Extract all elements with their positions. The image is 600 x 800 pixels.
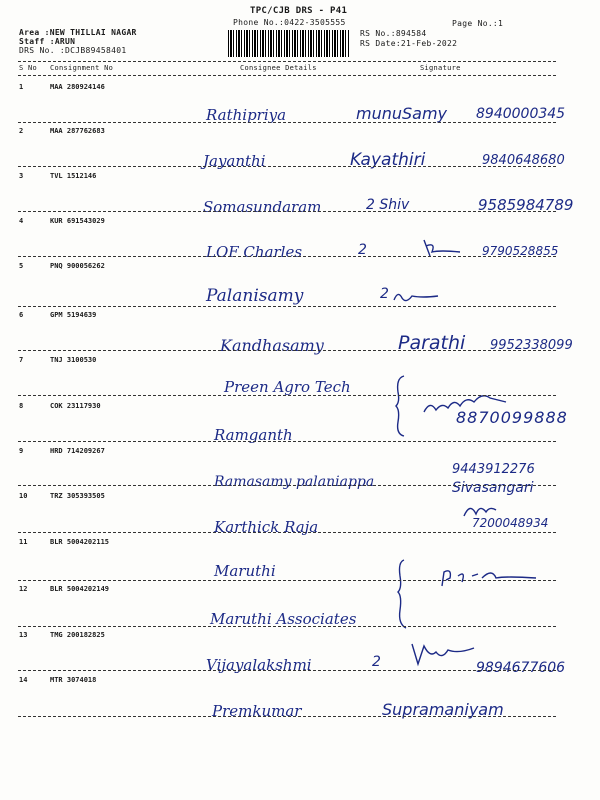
signature: 2 <box>372 654 381 670</box>
phone-number: Phone No.:0422-3505555 <box>233 18 346 27</box>
signature: 2 Shiv <box>366 197 410 213</box>
signature-scribble <box>392 286 442 306</box>
row-sno: 2 <box>19 127 24 135</box>
consignee-name: Rathipriya <box>206 106 287 124</box>
row-consignment: PNQ 900056262 <box>50 262 105 270</box>
staff-label: Staff :ARUN <box>19 37 76 46</box>
col-consignment: Consignment No <box>50 64 114 72</box>
row-divider <box>18 626 556 627</box>
row-consignment: KUR 691543029 <box>50 217 105 225</box>
consignee-name: Somasundaram <box>203 198 322 216</box>
row-consignment: TRZ 305393505 <box>50 492 105 500</box>
row-divider <box>18 532 556 533</box>
header-divider-top <box>18 61 556 62</box>
consignee-name: Premkumar <box>212 702 302 720</box>
consignee-name: Kandhasamy <box>220 336 324 355</box>
page-number: Page No.:1 <box>452 19 504 28</box>
row-divider <box>18 395 556 396</box>
row-sno: 14 <box>19 676 28 684</box>
row-divider <box>18 256 556 257</box>
signature: Parathi <box>398 332 466 354</box>
phone: 9952338099 <box>490 338 573 353</box>
row-divider <box>18 211 556 212</box>
consignee-name: Palanisamy <box>206 286 304 306</box>
signature-scribble <box>420 236 465 262</box>
area-label: Area :NEW THILLAI NAGAR <box>19 28 137 37</box>
phone: 8940000345 <box>476 106 566 122</box>
phone: 9894677606 <box>476 660 566 676</box>
row-divider <box>18 441 556 442</box>
consignee-name: Karthick Raja <box>214 518 319 536</box>
signature: 2 <box>380 286 389 302</box>
row-consignment: BLR 5004202115 <box>50 538 110 546</box>
row-sno: 3 <box>19 172 24 180</box>
row-sno: 1 <box>19 83 24 91</box>
row-sno: 7 <box>19 356 24 364</box>
consignee-name: Ramasamy palaniappa <box>214 474 375 490</box>
consignee-name: Maruthi <box>214 562 276 580</box>
row-sno: 9 <box>19 447 24 455</box>
col-sno: S No <box>19 64 38 72</box>
rs-number: RS No.:894584 <box>360 29 427 38</box>
row-consignment: GPM 5194639 <box>50 311 97 319</box>
row-divider <box>18 122 556 123</box>
row-sno: 8 <box>19 402 24 410</box>
phone: 9443912276 <box>452 462 535 477</box>
row-consignment: HRD 714209267 <box>50 447 105 455</box>
row-sno: 5 <box>19 262 24 270</box>
row-sno: 12 <box>19 585 28 593</box>
row-consignment: BLR 5004202149 <box>50 585 110 593</box>
consignee-name: Ramganth <box>214 426 293 444</box>
row-consignment: TVL 1512146 <box>50 172 97 180</box>
signature-scribble <box>408 640 478 670</box>
row-consignment: MAA 287762683 <box>50 127 105 135</box>
row-divider <box>18 670 556 671</box>
bracket-signature <box>394 372 514 442</box>
phone: 9585984789 <box>478 196 574 214</box>
header-divider-bottom <box>18 75 556 76</box>
signature: munuSamy <box>356 104 448 123</box>
row-sno: 11 <box>19 538 28 546</box>
doc-title: TPC/CJB DRS - P41 <box>250 6 348 16</box>
consignee-name: Preen Agro Tech <box>224 378 351 396</box>
consignee-name: LOF Charles <box>206 243 303 261</box>
phone: 9840648680 <box>482 153 565 168</box>
signature: Kayathiri <box>350 150 426 170</box>
row-consignment: MAA 280924146 <box>50 83 105 91</box>
row-consignment: COK 23117930 <box>50 402 101 410</box>
row-sno: 13 <box>19 631 28 639</box>
row-consignment: TMG 200182825 <box>50 631 105 639</box>
phone: 8870099888 <box>456 408 568 427</box>
drs-number: DRS No. :DCJB89458401 <box>19 46 127 55</box>
phone: 7200048934 <box>472 516 549 530</box>
signature: Supramaniyam <box>382 700 504 719</box>
consignee-name: Jayanthi <box>203 152 266 170</box>
barcode-image <box>228 30 350 57</box>
row-divider <box>18 350 556 351</box>
col-details: Consignee Details <box>240 64 317 72</box>
row-sno: 10 <box>19 492 28 500</box>
phone: 9790528855 <box>482 244 559 258</box>
consignee-name: Maruthi Associates <box>210 610 357 628</box>
row-divider <box>18 485 556 486</box>
signature: Sivasangari <box>452 480 534 496</box>
signature: 2 <box>358 242 367 258</box>
row-divider <box>18 580 556 581</box>
row-divider <box>18 166 556 167</box>
bracket-signature <box>396 556 556 636</box>
consignee-name: Vijayalakshmi <box>206 656 312 674</box>
col-signature: Signature <box>420 64 461 72</box>
row-divider <box>18 716 556 717</box>
row-consignment: MTR 3074018 <box>50 676 97 684</box>
rs-date: RS Date:21-Feb-2022 <box>360 39 458 48</box>
row-sno: 4 <box>19 217 24 225</box>
row-divider <box>18 306 556 307</box>
row-consignment: TNJ 3100530 <box>50 356 97 364</box>
row-sno: 6 <box>19 311 24 319</box>
